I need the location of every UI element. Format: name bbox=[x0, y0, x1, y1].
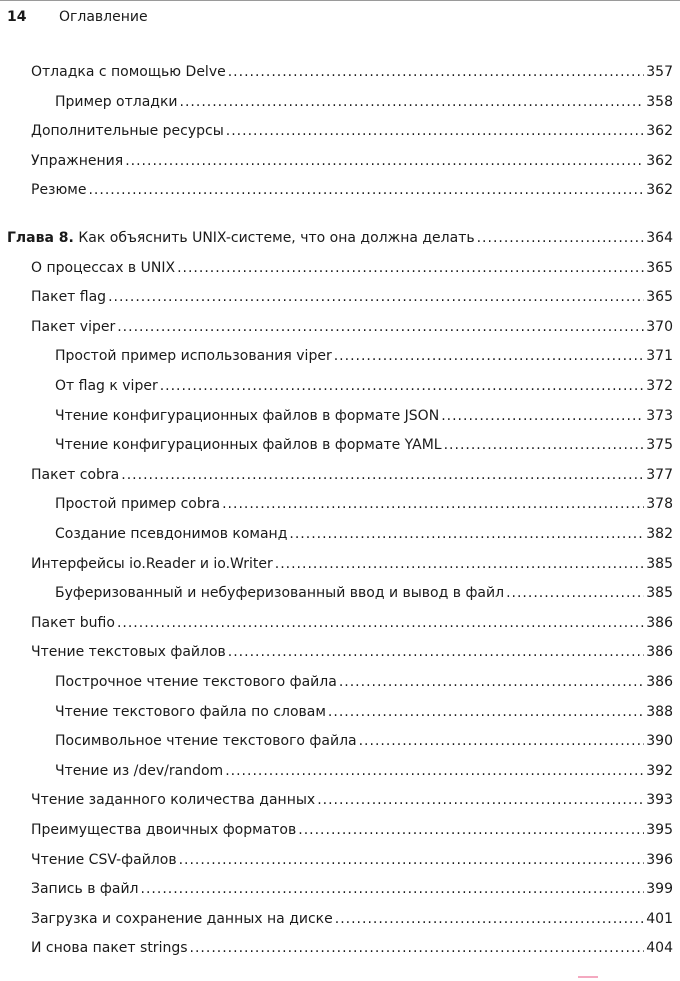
toc-entry-title bbox=[31, 62, 226, 82]
toc-entry-title bbox=[55, 406, 439, 426]
toc-entry-text: Резюме bbox=[31, 182, 87, 198]
toc-entry-text: О процессах в UNIX bbox=[31, 260, 176, 276]
toc-entry-text: Упражнения bbox=[31, 153, 124, 169]
toc-page-number: 404 bbox=[646, 940, 673, 956]
toc-row bbox=[31, 938, 673, 958]
toc-entry-title bbox=[31, 879, 139, 899]
toc-page-number: 362 bbox=[646, 123, 673, 139]
dot-leader bbox=[339, 672, 644, 692]
toc-page-number: 390 bbox=[646, 733, 673, 749]
toc-entry-text: Дополнительные ресурсы bbox=[31, 123, 224, 139]
dot-leader bbox=[317, 790, 644, 810]
toc-entry-text: Пакет viper bbox=[31, 319, 116, 335]
toc-page-number: 385 bbox=[646, 585, 673, 601]
toc-entry-text: От flag к viper bbox=[55, 378, 158, 394]
toc-entry-text: Пакет cobra bbox=[31, 467, 120, 483]
dot-leader bbox=[477, 228, 645, 248]
toc-chapter-row bbox=[7, 228, 673, 248]
toc-page-number: 375 bbox=[646, 437, 673, 453]
toc-page-number: 357 bbox=[646, 64, 673, 80]
toc-row bbox=[31, 151, 673, 171]
toc-row bbox=[55, 406, 673, 426]
toc-page-number: 386 bbox=[646, 615, 673, 631]
toc-page-number: 388 bbox=[646, 704, 673, 720]
toc-entry-title bbox=[31, 180, 86, 200]
dot-leader bbox=[506, 583, 644, 603]
dot-leader bbox=[121, 465, 644, 485]
dot-leader bbox=[275, 554, 645, 574]
toc-entry-text: Интерфейсы io.Reader и io.Writer bbox=[31, 556, 273, 572]
dot-leader bbox=[225, 761, 644, 781]
top-rule bbox=[0, 0, 680, 1]
toc-page-number: 385 bbox=[646, 556, 673, 572]
dot-leader bbox=[117, 317, 644, 337]
toc-row bbox=[31, 62, 673, 82]
toc-entry-text: Создание псевдонимов команд bbox=[55, 526, 288, 542]
toc-entry-title bbox=[55, 702, 326, 722]
toc-entry-title bbox=[31, 287, 106, 307]
toc-entry-title bbox=[55, 672, 337, 692]
toc-entry-title bbox=[31, 554, 273, 574]
toc-page-number: 386 bbox=[646, 674, 673, 690]
toc-row bbox=[55, 92, 673, 112]
dot-leader bbox=[179, 850, 645, 870]
toc-entry-title bbox=[55, 92, 178, 112]
toc-page-number: 365 bbox=[646, 260, 673, 276]
dot-leader bbox=[88, 180, 644, 200]
toc-entry-text: Чтение из /dev/random bbox=[55, 763, 224, 779]
dot-leader bbox=[180, 92, 645, 112]
toc-row bbox=[31, 554, 673, 574]
toc-page-number: 378 bbox=[646, 496, 673, 512]
toc-row bbox=[31, 287, 673, 307]
toc-entry-title bbox=[31, 465, 119, 485]
toc-page-number: 393 bbox=[646, 792, 673, 808]
toc-page-number: 395 bbox=[646, 822, 673, 838]
dot-leader bbox=[117, 613, 644, 633]
toc-row bbox=[55, 702, 673, 722]
toc-row bbox=[55, 583, 673, 603]
dot-leader bbox=[228, 62, 645, 82]
toc-page-number: 372 bbox=[646, 378, 673, 394]
toc-entry-title bbox=[31, 909, 333, 929]
toc-entry-text: Как объяснить UNIX-системе, что она должна делать bbox=[78, 230, 475, 246]
toc-entry-title bbox=[31, 820, 296, 840]
dot-leader bbox=[190, 938, 645, 958]
dot-leader bbox=[334, 346, 645, 366]
toc-page-number: 362 bbox=[646, 153, 673, 169]
dot-leader bbox=[298, 820, 644, 840]
toc-entry-title bbox=[31, 938, 188, 958]
toc-row bbox=[55, 435, 673, 455]
toc-entry-title bbox=[55, 346, 332, 366]
toc-entry-title bbox=[7, 228, 475, 248]
toc-entry-text: Посимвольное чтение текстового файла bbox=[55, 733, 357, 749]
dot-leader bbox=[359, 731, 645, 751]
toc-entry-title bbox=[55, 494, 220, 514]
toc-entry-text: Чтение текстовых файлов bbox=[31, 644, 226, 660]
toc-row bbox=[31, 909, 673, 929]
toc-page-number: 362 bbox=[646, 182, 673, 198]
toc-page-number: 364 bbox=[646, 230, 673, 246]
toc-page-number: 392 bbox=[646, 763, 673, 779]
dot-leader bbox=[226, 121, 644, 141]
dot-leader bbox=[141, 879, 645, 899]
running-title: Оглавление bbox=[59, 9, 148, 25]
toc-entry-text: Простой пример cobra bbox=[55, 496, 221, 512]
toc-page-number: 377 bbox=[646, 467, 673, 483]
margin-mark bbox=[578, 976, 598, 978]
dot-leader bbox=[160, 376, 645, 396]
dot-leader bbox=[125, 151, 644, 171]
toc-entry-text: Чтение конфигурационных файлов в формате JSON bbox=[55, 408, 440, 424]
toc-entry-text: Чтение текстового файла по словам bbox=[55, 704, 326, 720]
toc-entry-title bbox=[55, 524, 287, 544]
toc-row bbox=[55, 672, 673, 692]
toc-entry-title bbox=[31, 613, 115, 633]
toc-page-number: 370 bbox=[646, 319, 673, 335]
dot-leader bbox=[328, 702, 644, 722]
toc-entry-text: Запись в файл bbox=[31, 881, 139, 897]
toc-entry-title bbox=[55, 761, 223, 781]
toc-entry-title bbox=[31, 121, 224, 141]
toc-entry-text: Чтение конфигурационных файлов в формате YAML bbox=[55, 437, 442, 453]
dot-leader bbox=[222, 494, 644, 514]
toc-row bbox=[31, 642, 673, 662]
toc-entry-text: Построчное чтение текстового файла bbox=[55, 674, 337, 690]
toc-entry-text: Буферизованный и небуферизованный ввод и вывод в файл bbox=[55, 585, 505, 601]
toc-page-number: 396 bbox=[646, 852, 673, 868]
dot-leader bbox=[108, 287, 644, 307]
toc-page-number: 401 bbox=[646, 911, 673, 927]
dot-leader bbox=[177, 258, 644, 278]
toc-row bbox=[31, 121, 673, 141]
toc-page-number: 382 bbox=[646, 526, 673, 542]
toc-row bbox=[31, 258, 673, 278]
toc-entry-title bbox=[55, 435, 442, 455]
chapter-label: Глава 8. bbox=[7, 230, 74, 246]
toc-row bbox=[55, 761, 673, 781]
toc-entry-text: Чтение CSV-файлов bbox=[31, 852, 177, 868]
toc-page-number: 371 bbox=[646, 348, 673, 364]
toc-entry-title bbox=[31, 850, 177, 870]
toc-row bbox=[31, 790, 673, 810]
toc-entry-text: Отладка с помощью Delve bbox=[31, 64, 226, 80]
toc-entry-text: Пример отладки bbox=[55, 94, 178, 110]
toc-row bbox=[31, 879, 673, 899]
toc-entry-text: Пакет bufio bbox=[31, 615, 115, 631]
toc-entry-title bbox=[55, 731, 357, 751]
toc-row bbox=[31, 613, 673, 633]
toc-row bbox=[55, 376, 673, 396]
toc-row bbox=[31, 180, 673, 200]
toc-entry-text: Преимущества двоичных форматов bbox=[31, 822, 297, 838]
toc-entry-title bbox=[31, 790, 315, 810]
toc-page-number: 399 bbox=[646, 881, 673, 897]
dot-leader bbox=[335, 909, 645, 929]
toc-entry-text: Пакет flag bbox=[31, 289, 107, 305]
toc-entry-title bbox=[31, 151, 123, 171]
dot-leader bbox=[289, 524, 644, 544]
toc-entry-title bbox=[31, 642, 226, 662]
dot-leader bbox=[441, 406, 644, 426]
toc-entry-title bbox=[31, 258, 175, 278]
toc-page-number: 373 bbox=[646, 408, 673, 424]
page-number: 14 bbox=[7, 9, 27, 25]
toc-entry-title bbox=[55, 376, 158, 396]
toc-row bbox=[55, 524, 673, 544]
toc-page-number: 358 bbox=[646, 94, 673, 110]
toc-row bbox=[31, 317, 673, 337]
toc-page-number: 365 bbox=[646, 289, 673, 305]
toc-page-number: 386 bbox=[646, 644, 673, 660]
dot-leader bbox=[444, 435, 645, 455]
dot-leader bbox=[228, 642, 644, 662]
toc-entry-text: Простой пример использования viper bbox=[55, 348, 332, 364]
toc-entry-title bbox=[55, 583, 504, 603]
toc-entry-text: Загрузка и сохранение данных на диске bbox=[31, 911, 333, 927]
toc-row bbox=[31, 850, 673, 870]
toc-entry-text: И снова пакет strings bbox=[31, 940, 188, 956]
toc-row bbox=[31, 820, 673, 840]
toc-row bbox=[55, 494, 673, 514]
toc-row bbox=[55, 731, 673, 751]
toc-row bbox=[55, 346, 673, 366]
toc-entry-title bbox=[31, 317, 115, 337]
running-header bbox=[7, 8, 148, 26]
toc-row bbox=[31, 465, 673, 485]
toc-entry-text: Чтение заданного количества данных bbox=[31, 792, 316, 808]
